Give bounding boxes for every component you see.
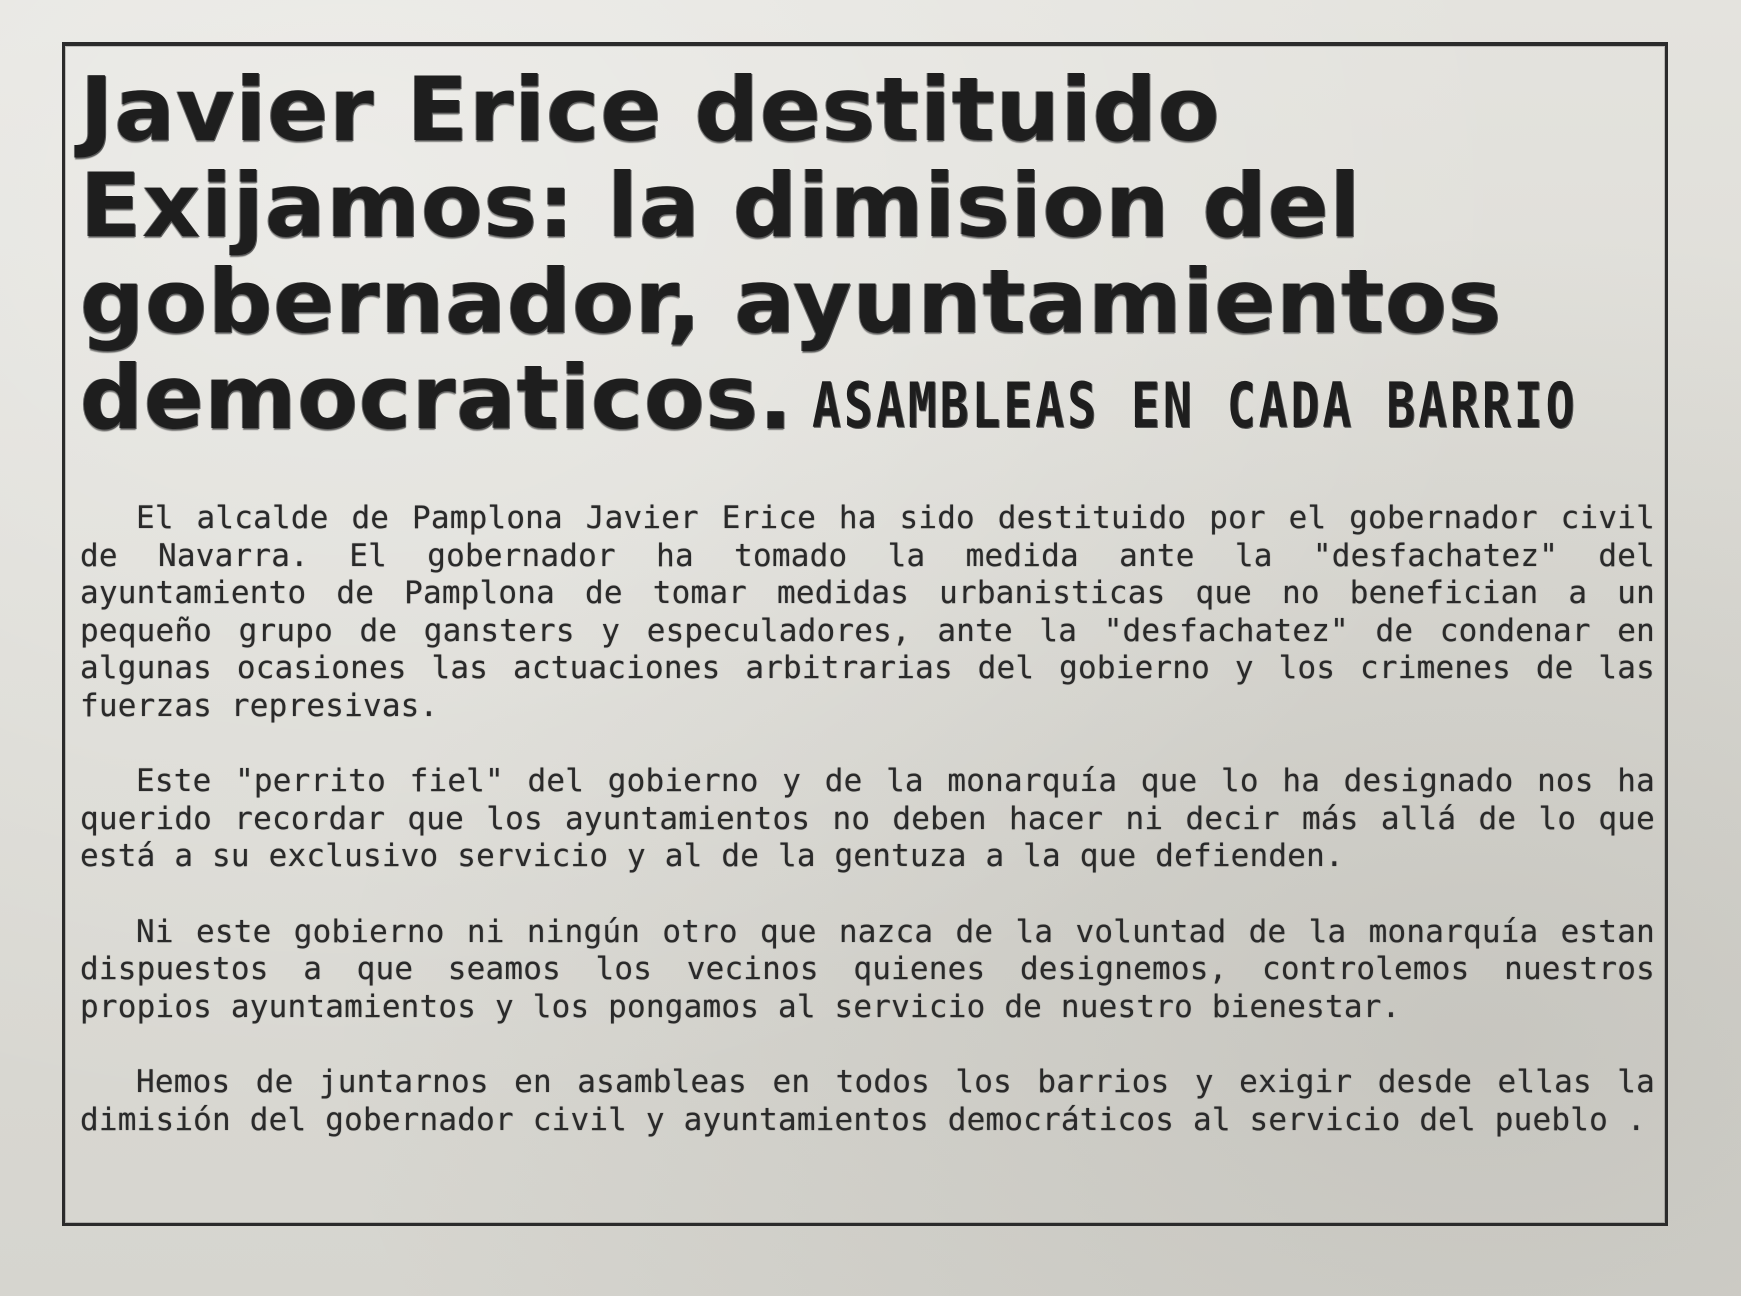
headline-slogan: ASAMBLEAS EN CADA BARRIO [812,369,1578,443]
paragraph-3 [80,914,1655,1027]
paragraph-1 [80,500,1655,725]
paragraph-4 [80,1064,1655,1139]
headline-line-1: Javier Erice destituido [80,58,1221,161]
headline [80,58,1640,471]
paragraph-1-text: El alcalde de Pamplona Javier Erice ha sido destituido por el gobernador civil de Navarra. El gobernador ha tomado la medida ante la "desfachatez" del ayuntamiento de Pamplona de tomar medidas urbanisticas que no benefician a un pequeño grupo de gansters y especuladores, ante la "desfachatez" de condenar en algunas ocasiones las actuaciones arbitrarias del gobierno y los crimenes de las fuerzas represivas. [80,500,1655,724]
headline-line-3: gobernador, ayuntamientos [80,250,1503,353]
paragraph-4-text: Hemos de juntarnos en asambleas en todos los barrios y exigir desde ellas la dimisión del gobernador civil y ayuntamientos democráticos al servicio del pueblo . [80,1064,1655,1138]
paragraph-2-text: Este "perrito fiel" del gobierno y de la monarquía que lo ha designado nos ha querido recordar que los ayuntamientos no deben hacer ni decir más allá de lo que está a su exclusivo servicio y al de la gentuza a la que defienden. [80,763,1655,874]
paragraph-3-text: Ni este gobierno ni ningún otro que nazca de la voluntad de la monarquía estan dispuestos a que seamos los vecinos quienes designemos, controlemos nuestros propios ayuntamientos y los pongamos al servicio de nuestro bienestar. [80,913,1655,1025]
headline-line-4 [80,346,1640,471]
leaflet-body [80,500,1655,1177]
headline-line-2: Exijamos: la dimision del [80,154,1362,257]
headline-line-4-text: democraticos. [80,346,794,449]
paragraph-2 [80,763,1655,876]
